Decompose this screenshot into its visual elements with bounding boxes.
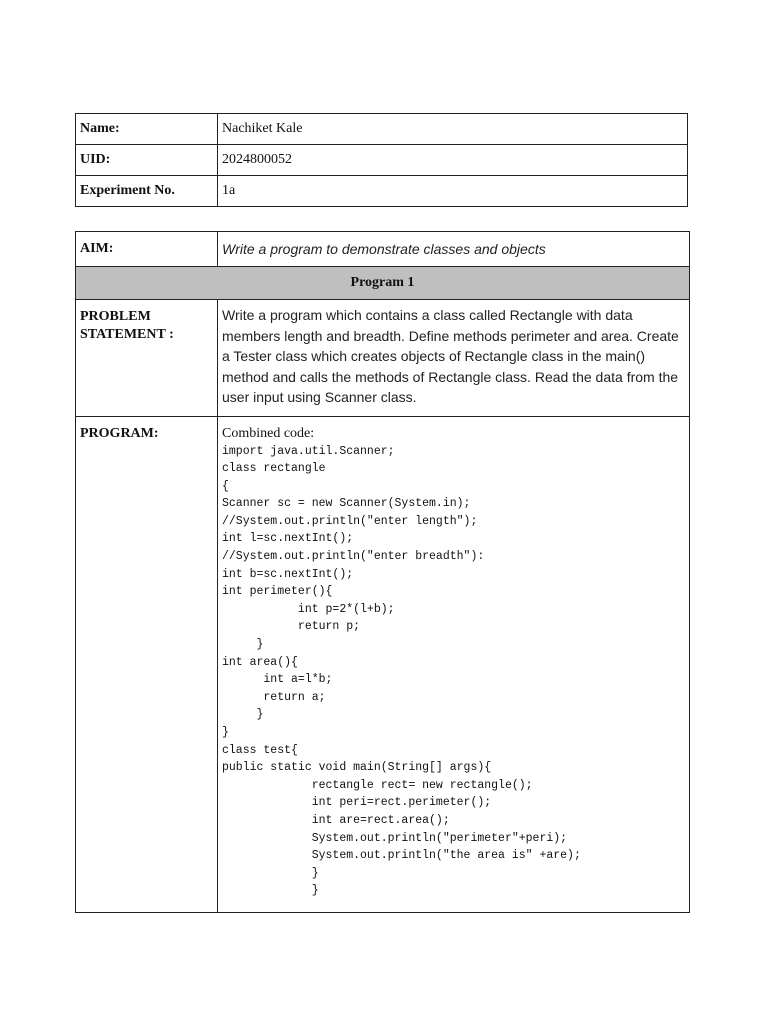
uid-value: 2024800052 [218, 145, 688, 176]
aim-row [76, 232, 690, 267]
name-value: Nachiket Kale [218, 114, 688, 145]
program-header-row [76, 267, 690, 300]
experiment-value: 1a [218, 176, 688, 207]
experiment-row [76, 176, 688, 207]
uid-row [76, 145, 688, 176]
aim-text: Write a program to demonstrate classes and objects [218, 232, 690, 267]
name-label: Name: [76, 114, 218, 145]
experiment-table [75, 231, 690, 913]
student-info-table [75, 113, 688, 207]
problem-row [76, 300, 690, 417]
program-header: Program 1 [76, 267, 690, 300]
problem-text: Write a program which contains a class called Rectangle with data members length and breadth. Define methods perimeter and area. Create a Tester class which creates objects of Rectangle class in the main() method and calls the methods of Rectangle class. Read the data from the user input using Scanner class. [218, 300, 690, 417]
experiment-label: Experiment No. [76, 176, 218, 207]
name-row [76, 114, 688, 145]
code-block: import java.util.Scanner; class rectangle { Scanner sc = new Scanner(System.in); //System.out.println("enter length"); int l=sc.nextInt(); //System.out.println("enter breadth"): int b=sc.nextInt(); int perimeter(){ int p=2*(l+b); return p; } int area(){ int a=l*b; return a; } } class test{ public static void main(String[] args){ rectangle rect= new rectangle(); int peri=rect.perimeter(); int are=rect.area(); System.out.println("perimeter"+peri); System.out.println("the area is" +are); } } [222, 444, 581, 898]
uid-label: UID: [76, 145, 218, 176]
program-label: PROGRAM: [76, 416, 218, 912]
program-cell [218, 416, 690, 912]
aim-label: AIM: [76, 232, 218, 267]
program-row [76, 416, 690, 912]
problem-label: PROBLEM STATEMENT : [76, 300, 218, 417]
code-heading: Combined code: [222, 425, 315, 441]
